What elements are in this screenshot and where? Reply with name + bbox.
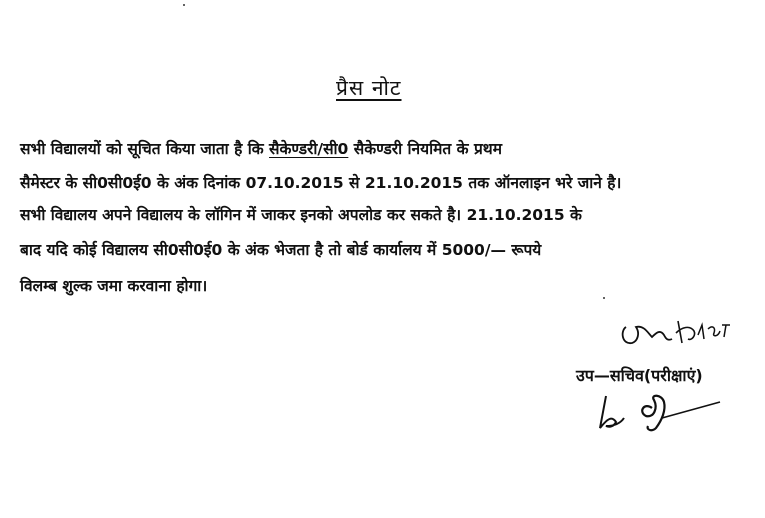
signature: [592, 388, 727, 438]
paragraph-line-2: सैमेस्टर के सी0सी0ई0 के अंक दिनांक 07.10.2015 से 21.10.2015 तक ऑनलाइन भरे जाने है।: [20, 174, 622, 192]
designation: उप—सचिव(परीक्षाएं): [576, 366, 703, 385]
paragraph-line-4: बाद यदि कोई विद्यालय सी0सी0ई0 के अंक भेजता है तो बोर्ड कार्यालय में 5000/— रूपये: [20, 241, 542, 259]
line-1-underlined: सैकेण्डरी/सी0: [269, 140, 349, 158]
paragraph-line-1: [20, 137, 745, 159]
paragraph-line-5: विलम्ब शुल्क जमा करवाना होगा।: [20, 277, 208, 295]
scan-speck-right: [603, 297, 605, 299]
line-1-text-a: सभी विद्यालयों को सूचित किया जाता है कि: [20, 140, 270, 158]
handwritten-initials: [618, 315, 743, 360]
document-title: प्रैस नोट: [336, 76, 402, 100]
paragraph-line-3: सभी विद्यालय अपने विद्यालय के लॉगिन में जाकर इनको अपलोड कर सकते है। 21.10.2015 के: [20, 206, 582, 224]
scan-speck-top: [183, 4, 185, 6]
line-1-text-b: सैकेण्डरी नियमित के प्रथम: [348, 140, 502, 158]
